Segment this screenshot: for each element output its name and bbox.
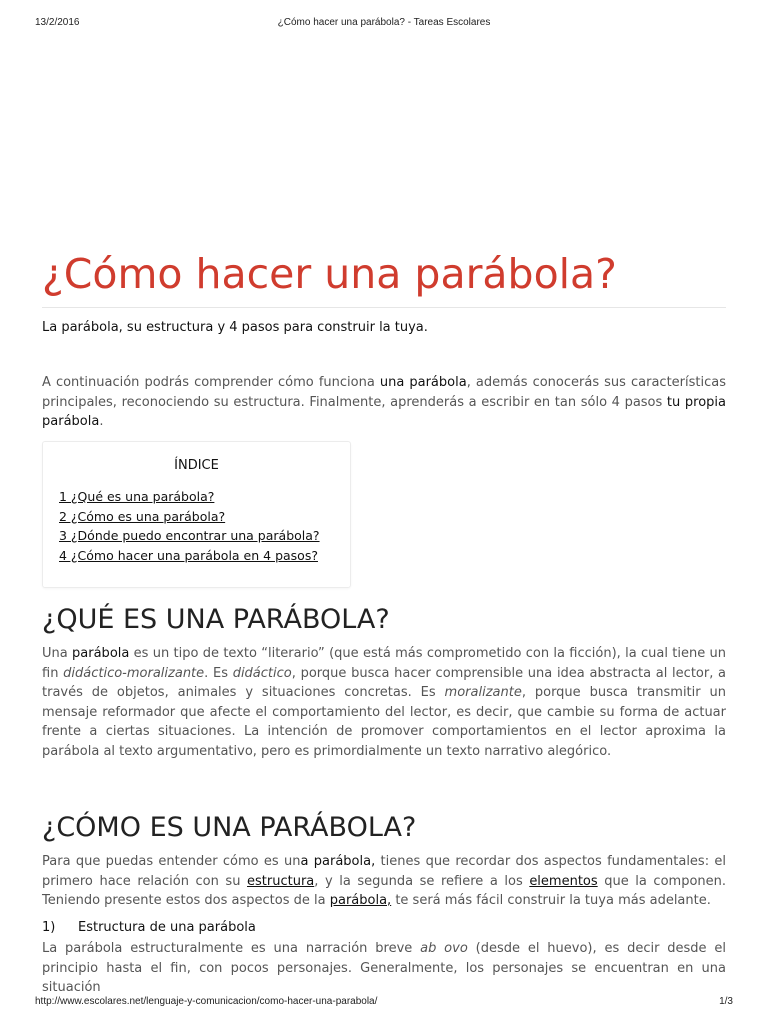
intro-paragraph: A continuación podrás comprender cómo funciona una parábola, además conocerás sus características principales, reconociendo su estructura. Finalmente, aprenderás a escribir en tan sólo 4 pasos tu propia parábola. [42, 375, 726, 429]
link-tu-propia-parabola[interactable]: tu propia parábola [42, 394, 726, 429]
term-parabola: parábola [72, 646, 130, 661]
print-url: http://www.escolares.net/lenguaje-y-comunicacion/como-hacer-una-parabola/ [35, 996, 378, 1007]
table-of-contents [42, 441, 351, 588]
title-divider [42, 307, 726, 308]
section-como-es-paragraph: Para que puedas entender cómo es una parábola, tienes que recordar dos aspectos fundamentales: el primero hace relación con su estructura, y la segunda se refiere a los elementos que la componen. Teniendo presente estos dos aspectos de la parábola, te será más fácil construir la tuya más adelante. [42, 854, 727, 908]
link-una-parabola[interactable]: una parábola [379, 375, 467, 390]
article-subtitle: La parábola, su estructura y 4 pasos para construir la tuya. [42, 320, 428, 335]
toc-item-que-es[interactable]: 1 ¿Qué es una parábola? [59, 489, 215, 504]
toc-item-como-es[interactable]: 2 ¿Cómo es una parábola? [59, 508, 226, 524]
print-page-title: ¿Cómo hacer una parábola? - Tareas Escolares [277, 17, 491, 28]
term-a-parabola: a parábola, [300, 854, 376, 869]
print-date: 13/2/2016 [35, 17, 80, 28]
print-page-number: 1/3 [719, 996, 733, 1007]
link-elementos[interactable]: elementos [529, 873, 598, 889]
estructura-paragraph: La parábola estructuralmente es una narración breve ab ovo (desde el huevo), es decir desde el principio hasta el fin, con pocos personajes. Generalmente, los personajes se encuentran en una situación [42, 941, 726, 995]
toc-list [59, 487, 320, 565]
section-que-es-paragraph: Una parábola es un tipo de texto “literario” (que está más comprometido con la ficción), la cual tiene un fin didáctico-moralizante. Es didáctico, porque busca hacer comprensible una idea abstracta al lector, a través de objetos, animales y situaciones concretas. Es moralizante, porque busca transmitir un mensaje reformador que afecte el comportamiento del lector, es decir, que cambie su forma de actuar frente a ciertas situaciones. La intención de promover comportamientos en el lector aproxima la parábola al texto argumentativo, pero es primordialmente un texto narrativo alegórico. [42, 646, 727, 759]
section-heading-que-es: ¿QUÉ ES UNA PARÁBOLA? [42, 604, 390, 635]
toc-item-donde[interactable]: 3 ¿Dónde puedo encontrar una parábola? [59, 528, 320, 543]
subheading-estructura: 1) Estructura de una parábola [42, 920, 256, 935]
link-estructura[interactable]: estructura [247, 873, 315, 889]
toc-title: ÍNDICE [174, 458, 219, 473]
page-title: ¿Cómo hacer una parábola? [42, 250, 617, 298]
section-heading-como-es: ¿CÓMO ES UNA PARÁBOLA? [42, 812, 417, 843]
link-parabola[interactable]: parábola, [329, 893, 392, 908]
toc-item-como-hacer[interactable]: 4 ¿Cómo hacer una parábola en 4 pasos? [59, 547, 318, 563]
